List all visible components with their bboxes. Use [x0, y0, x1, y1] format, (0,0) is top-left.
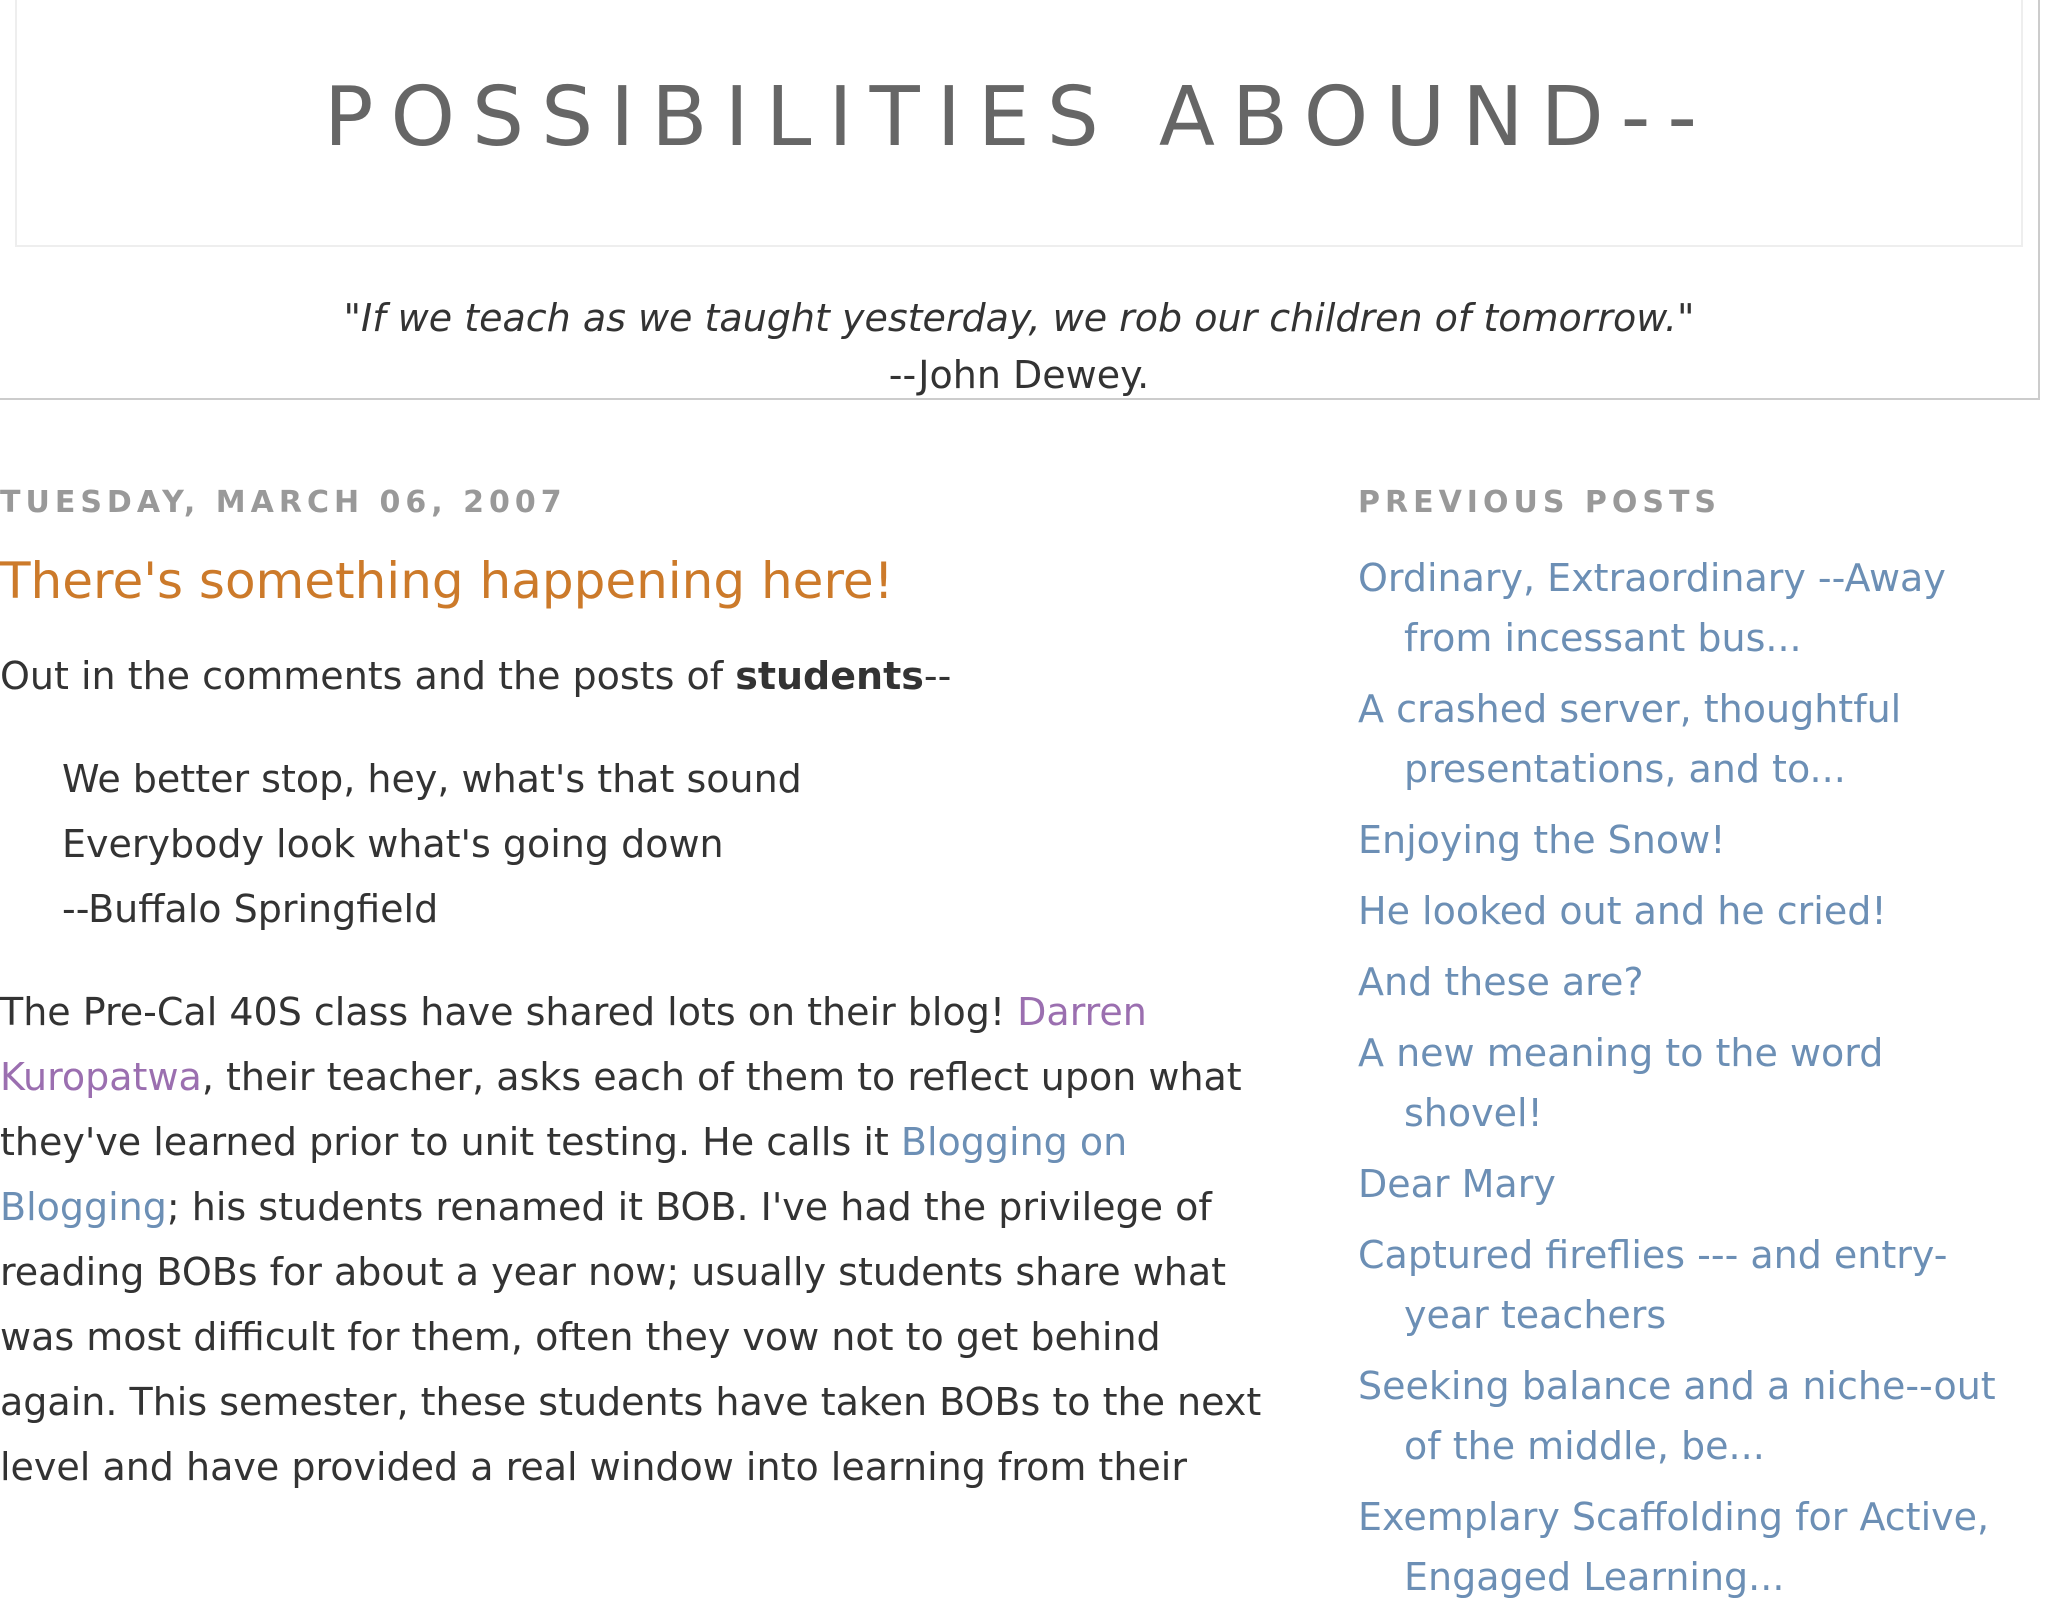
blog-header: [0, 0, 2040, 400]
lyrics-line: We better stop, hey, what's that sound: [62, 757, 802, 801]
post-intro: [0, 644, 1280, 709]
previous-post-label[interactable]: Captured fireflies --- and entry-year teachers: [1358, 1233, 1948, 1337]
previous-post-label[interactable]: Seeking balance and a niche--out of the middle, be...: [1358, 1364, 1996, 1468]
blogging-on-blogging-link[interactable]: Blogging on Blogging: [0, 1120, 1128, 1229]
post-text: The Pre-Cal 40S class have shared lots on their blog!: [0, 990, 1018, 1034]
previous-post-label[interactable]: And these are?: [1358, 960, 1644, 1004]
previous-post-label[interactable]: Exemplary Scaffolding for Active, Engaged Learning...: [1358, 1495, 1990, 1599]
header-quote: "If we teach as we taught yesterday, we rob our children of tomorrow.": [343, 296, 1695, 340]
previous-post-label[interactable]: A crashed server, thoughtful presentations, and to...: [1358, 687, 1902, 791]
post-intro-bold: students: [735, 654, 924, 698]
previous-post-link[interactable]: [1358, 679, 2018, 799]
previous-post-link[interactable]: [1358, 952, 2018, 1012]
blog-title-box: [15, 0, 2023, 247]
main-column: [0, 478, 1280, 1500]
post-paragraph: [0, 980, 1270, 1500]
previous-post-link[interactable]: [1358, 1154, 2018, 1214]
lyrics-line: Everybody look what's going down: [62, 822, 724, 866]
post-title[interactable]: There's something happening here!: [0, 552, 894, 610]
previous-post-link[interactable]: [1358, 881, 2018, 941]
previous-post-label[interactable]: Ordinary, Extraordinary --Away from incessant bus...: [1358, 556, 1946, 660]
previous-post-link[interactable]: [1358, 1023, 2018, 1143]
post-date: TUESDAY, MARCH 06, 2007: [0, 485, 567, 520]
post-text: , their teacher, asks each of them to reflect upon what they've learned prior to unit testing. He calls it: [0, 1055, 1242, 1164]
sidebar-title: PREVIOUS POSTS: [1358, 485, 1722, 520]
blog-title[interactable]: POSSIBILITIES ABOUND--: [324, 70, 1714, 165]
sidebar: [1358, 478, 2018, 1618]
header-quote-author: --John Dewey.: [888, 353, 1150, 397]
previous-post-label[interactable]: Enjoying the Snow!: [1358, 818, 1726, 862]
post-body: [0, 644, 1280, 1500]
previous-post-link[interactable]: [1358, 1225, 2018, 1345]
lyrics-attribution: --Buffalo Springfield: [62, 887, 439, 931]
previous-post-link[interactable]: [1358, 1487, 2018, 1607]
previous-posts-list: [1358, 548, 2018, 1607]
blog-description: [0, 290, 2038, 404]
teacher-link[interactable]: Darren Kuropatwa: [0, 990, 1147, 1099]
post-intro-suffix: --: [923, 654, 952, 698]
previous-post-label[interactable]: He looked out and he cried!: [1358, 889, 1887, 933]
post-intro-prefix: Out in the comments and the posts of: [0, 654, 736, 698]
post-text: ; his students renamed it BOB. I've had the privilege of reading BOBs for about a year now; usually students share what was most difficult for them, often they vow not to get behind again. This semester, these students have taken BOBs to the next level and have provided a real window into learning from their: [0, 1185, 1262, 1489]
previous-post-label[interactable]: A new meaning to the word shovel!: [1358, 1031, 1884, 1135]
previous-post-link[interactable]: [1358, 548, 2018, 668]
previous-post-link[interactable]: [1358, 810, 2018, 870]
previous-post-link[interactable]: [1358, 1356, 2018, 1476]
lyrics-blockquote: [62, 747, 1280, 942]
previous-post-label[interactable]: Dear Mary: [1358, 1162, 1556, 1206]
